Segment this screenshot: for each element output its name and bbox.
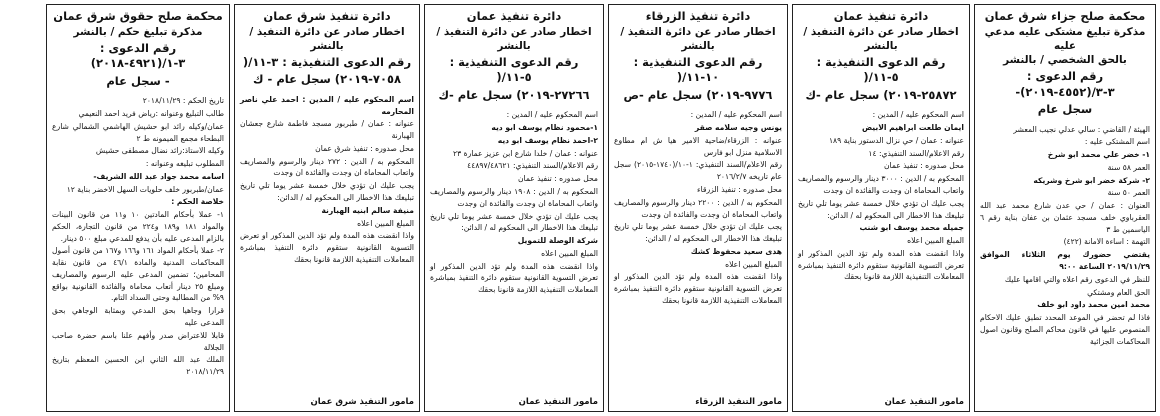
body-line: المحكوم به / الدين : ٢٢٠٠ دينار والرسوم والمصاريف واتعاب المحاماة ان وجدت والفائدة ان وجدت <box>614 197 782 219</box>
body-line: قرارا وجاهيا بحق المدعي وبمثابة الوجاهي بحق المدعى عليه <box>52 306 224 328</box>
body-line: يجب عليك ان تؤدي خلال خمسة عشر يوما تلي تاريخ تبليغك هذا الاخطار الى المحكوم له / الدائن: <box>240 181 414 203</box>
body-line: فاذا لم تحضر في الموعد المحدد تطبق عليك الاحكام المنصوص عليها في قانون محاكم الصلح وقانون اصول المحاكمات الجزائية <box>980 313 1150 346</box>
body-line: عمان/وكيله رائد ابو حشيش الهاشمي الشمالي شارع البطحاء مجمع الميمونه ط ٢ <box>52 121 224 143</box>
case-number: رقم الدعوى : ٣-٣/(٤٥٥٢-٢٠١٩)- <box>1015 69 1115 99</box>
body-line: محل صدوره : تنفيذ عمان <box>517 174 598 184</box>
notice-header <box>240 9 414 88</box>
body-line: للنظر في الدعوى رقم اعلاه والتي اقامها عليك <box>1004 274 1150 284</box>
body-line: رقم الاعلام/السند التنفيذي: ١٤ <box>868 148 964 158</box>
body-line: اسم المشتكى عليه : <box>1084 137 1150 147</box>
notice-header <box>430 9 598 103</box>
notice-title: محكمة صلح جزاء شرق عمان <box>984 9 1146 23</box>
body-line: واذا انقضت هذه المدة ولم تؤد الدين المذكور او تعرض التسوية القانونية ستقوم دائرة التنفيذ بمباشرة المعاملات التنفيذية اللازمة قانونا بحقك <box>614 272 782 305</box>
body-line: يجب عليك ان تؤدي خلال خمسة عشر يوما تلي تاريخ تبليغك هذا الاخطار الى المحكوم له / الدائن: <box>614 222 782 244</box>
body-line: ٢-احمد نظام يوسف ابو ديه <box>497 135 598 145</box>
notice-body <box>980 124 1150 349</box>
notice-header <box>614 9 782 103</box>
body-line: محل صدوره : تنفيذ عمان <box>883 161 964 171</box>
body-line: العمر ٥٨ سنة <box>1107 162 1150 172</box>
body-line: المبلغ المبين اعلاه <box>357 218 414 228</box>
body-line: العنوان : عمان / حي عدن شارع محمد عبد الله العقرباوي خلف مسجد عثمان بن عفان بناية رقم ٦ الياسمين ط ٣ <box>980 201 1150 234</box>
notice-title: محكمة صلح حقوق شرق عمان <box>53 9 223 23</box>
notice-subtitle: مذكرة تبليغ حكم / بالنشر <box>73 25 203 38</box>
notice-footer: مامور التنفيذ الزرقاء <box>695 397 782 407</box>
body-line: المحكوم به / الدين : ١٩٠٨ دينار والرسوم والمصاريف واتعاب المحاماة ان وجدت والفائدة ان وجدت <box>430 187 598 208</box>
case-register: ٩٧٧٦-٢٠١٩) سجل عام -ص <box>623 87 773 102</box>
notice-footer: مامور التنفيذ عمان <box>884 397 964 407</box>
case-number: رقم الدعوى التنفيذية : ٥-١١/( <box>816 54 946 85</box>
body-line: عنوانه : عمان / حي نزال الدستور بناية ١٨٩ <box>828 135 964 145</box>
body-line: يجب عليك ان تؤدي خلال خمسة عشر يوما تلي تاريخ تبليغك هذا الاخطار الى المحكوم له / الدائن: <box>798 198 964 220</box>
notice-title: دائرة تنفيذ عمان <box>466 9 562 23</box>
notice-title: دائرة تنفيذ عمان <box>833 9 929 23</box>
body-line: اسامه محمد جواد عبد الله الشريف- <box>93 171 224 181</box>
notice-amman-execution-1 <box>792 4 970 412</box>
body-line: التهمة : اساءة الامانة (٤٢٢) <box>1063 237 1150 247</box>
case-register: - سجل عام <box>106 73 170 88</box>
body-line: يونس وجيه سلامه صقر <box>694 123 782 133</box>
case-number: رقم الدعوى التنفيذية : ١٠-١١/( <box>633 54 763 85</box>
case-register: ٢٥٨٧٢-٢٠١٩) سجل عام -ك <box>805 87 957 102</box>
body-line: محل صدوره : تنفيذ شرق عمان <box>315 143 414 153</box>
body-line: المحكوم به / الدين : ٢٧٢ دينار والرسوم والمصاريف واتعاب المحاماة ان وجدت والفائدة ان وجدت <box>240 156 414 178</box>
notice-body <box>614 109 782 307</box>
body-line: المطلوب تبليغه وعنوانه : <box>145 159 224 169</box>
body-line: ٢- شركة خضر ابو شرخ وشريكه <box>1033 175 1150 185</box>
notice-footer: مامور التنفيذ شرق عمان <box>310 397 414 407</box>
notice-footer: مامور التنفيذ عمان <box>518 397 598 407</box>
notice-subtitle-2: بالحق الشخصي / بالنشر <box>1003 53 1127 66</box>
notice-body <box>240 94 414 267</box>
notice-body <box>798 109 964 284</box>
case-number: رقم الدعوى : ٣-١/(٤٩٢١-٢٠١٨) <box>90 40 186 71</box>
body-line: رقم الاعلام/السند التنفيذي: ٤٤٨٩٧/٤٨٦٢١ <box>467 161 598 171</box>
case-register: سجل عام <box>1037 102 1093 117</box>
body-line: خلاصة الحكم : <box>171 197 224 207</box>
body-line: المبلغ المبين اعلاه <box>541 248 598 258</box>
body-line: المحكوم به / الدين : ٣٠٠٠ دينار والرسوم والمصاريف واتعاب المحاماة ان وجدت والفائدة ان وجدت <box>798 174 964 195</box>
body-line: عنوانه : الزرقاء/ضاحية الامير هيا ش ام مطاوع الاسلامية منزل ابو فارس <box>614 135 782 157</box>
body-line: واذا انقضت هذه المدة ولم تؤد الدين المذكور او تعرض التسوية القانونية ستقوم دائرة التنفيذ بمباشرة المعاملات التنفيذية اللازمة قانونا بحقك <box>240 231 414 264</box>
body-line: منيفة سالم ابنيه الهبارنة <box>321 205 414 215</box>
body-line: رقم الاعلام/السند التنفيذي: ١-١٠/(١٧٤٠-٢٠١٥) سجل عام تاريخه ٢٠١٦/٢/٧ <box>614 160 782 182</box>
body-line: شركة الوصلة للتمويل <box>517 236 598 246</box>
body-line: جميله محمد يوسف ابو شنب <box>859 223 964 233</box>
body-line: محمد امين محمد داود ابو خلف <box>1037 300 1150 310</box>
body-line: تاريخ الحكم : ٢٠١٨/١١/٢٩ <box>142 96 224 106</box>
body-line: الهيئة / القاضي : سالي عدلي نجيب المعشر <box>1013 124 1150 134</box>
body-line: وكيله الاستاذ:رائد نضال مصطفى حشيش <box>95 146 224 156</box>
notice-header <box>798 9 964 103</box>
body-line: يجب عليك ان تؤدي خلال خمسة عشر يوما تلي تاريخ تبليغك هذا الاخطار الى المحكوم له / الدائن: <box>430 211 598 233</box>
notice-title: دائرة تنفيذ شرق عمان <box>263 9 391 23</box>
notice-body <box>430 109 598 296</box>
notice-footer <box>980 403 1150 407</box>
notice-subtitle: اخطار صادر عن دائرة التنفيذ / بالنشر <box>436 25 592 52</box>
body-line: العمر ٥٠ سنة <box>1107 188 1150 198</box>
body-line: ١- عملا بأحكام المادتين ١٠ و١١ من قانون البينات والمواد ١٨١ و١٨٩ و٢٢٤ من قانون التجارة، الحكم بالزام المدعى عليه بأن يدفع للمدعي مبلغ ٥٠٠ دينار. <box>52 210 224 243</box>
case-register: ٧٠٥٨-٢٠١٩) سجل عام - ك <box>253 72 401 87</box>
body-line: عنوانه : عمان / طبربور مسجد فاطمة شارع جعشان الهبارنة <box>240 119 414 141</box>
body-line: واذا انقضت هذه المدة ولم تؤد الدين المذكور او تعرض التسوية القانونية ستقوم دائرة التنفيذ بمباشرة المعاملات التنفيذية اللازمة قانونا بحقك <box>430 261 598 295</box>
notice-subtitle: اخطار صادر عن دائرة التنفيذ / بالنشر <box>249 25 405 52</box>
body-line: طالب التبليغ وعنوانه :رياض فريد احمد النعيمي <box>78 109 224 118</box>
notice-east-amman-civil-court <box>46 4 230 412</box>
notice-body <box>52 95 224 379</box>
body-line: ١-محمود نظام يوسف ابو ديه <box>491 123 598 133</box>
notice-subtitle: اخطار صادر عن دائرة التنفيذ / بالنشر <box>620 25 776 52</box>
notice-east-amman-execution <box>234 4 420 412</box>
body-line: اسم المحكوم عليه / المدين : <box>872 110 964 120</box>
body-line: واذا انقضت هذه المدة ولم تؤد الدين المذكور او تعرض التسوية القانونية ستقوم دائرة التنفيذ بمباشرة المعاملات التنفيذية اللازمة قانونا بحقك <box>798 248 964 282</box>
case-number: رقم الدعوى التنفيذية : ٣-١١/( <box>242 54 412 69</box>
case-register: ٢٧٢٦٦-٢٠١٩) سجل عام -ك <box>438 87 590 102</box>
notice-header <box>52 9 224 89</box>
body-line: هدى سعيد محفوظ كشك <box>690 246 782 256</box>
body-line: ١- خضر علي محمد ابو شرخ <box>1047 150 1150 160</box>
notice-amman-execution-2 <box>424 4 604 412</box>
notice-subtitle: مذكرة تبليغ مشتكى عليه مدعي عليه <box>984 25 1146 52</box>
notice-east-amman-criminal-court <box>974 4 1156 412</box>
body-line: ٢- عملا بأحكام المواد ١٦١ و١٦٦ و١٦٧ من قانون أصول المحاكمات المدنية والمادة ٤٦/١ من قانون نقابة المحامين؛ تضمين المدعى عليه الرسوم والمصاريف ومبلغ ٢٥ دينار أتعاب محاماة والفائدة القانونية بواقع ٩% من المطالبة وحتى السداد التام. <box>52 246 224 303</box>
body-line: اسم المحكوم عليه / المدين : احمد علي ناصر المحارمه <box>240 94 414 116</box>
body-line: الملك عبد الله الثاني ابن الحسين المعظم بتاريخ ٢٠١٨/١١/٢٩ <box>52 355 224 377</box>
body-line: اسم المحكوم عليه / المدين : <box>506 110 598 120</box>
body-line: المبلغ المبين اعلاه <box>907 236 964 246</box>
body-line: قابلا للاعتراض صدر وأفهم علنا باسم حضرة صاحب الجلالة <box>52 330 224 352</box>
notice-zarqa-execution <box>608 4 788 412</box>
body-line: يقتضي حضورك يوم الثلاثاء الموافق ٢٠١٩/١١/٢٩ الساعة ٩:٠٠ <box>980 250 1150 271</box>
body-line: عمان/طبربور خلف حلويات السهل الاخضر بناية ١٢ <box>66 184 224 194</box>
body-line: محل صدوره : تنفيذ الزرقاء <box>697 185 782 194</box>
body-line: عنوانه : عمان / خلدا شارع ابن عزيز عمارة ٢٣ <box>453 148 598 158</box>
notice-footer <box>52 403 224 407</box>
notice-title: دائرة تنفيذ الزرقاء <box>645 9 751 23</box>
notice-header <box>980 9 1150 118</box>
body-line: ايمان طلعت ابراهيم الابيض <box>861 123 964 133</box>
case-number: رقم الدعوى التنفيذية : ٥-١١/( <box>449 54 579 85</box>
body-line: المبلغ المبين اعلاه <box>725 259 782 269</box>
body-line: الحق العام ومشتكي <box>1087 287 1150 297</box>
notice-subtitle: اخطار صادر عن دائرة التنفيذ / بالنشر <box>803 25 959 52</box>
body-line: اسم المحكوم عليه / المدين : <box>690 110 782 120</box>
